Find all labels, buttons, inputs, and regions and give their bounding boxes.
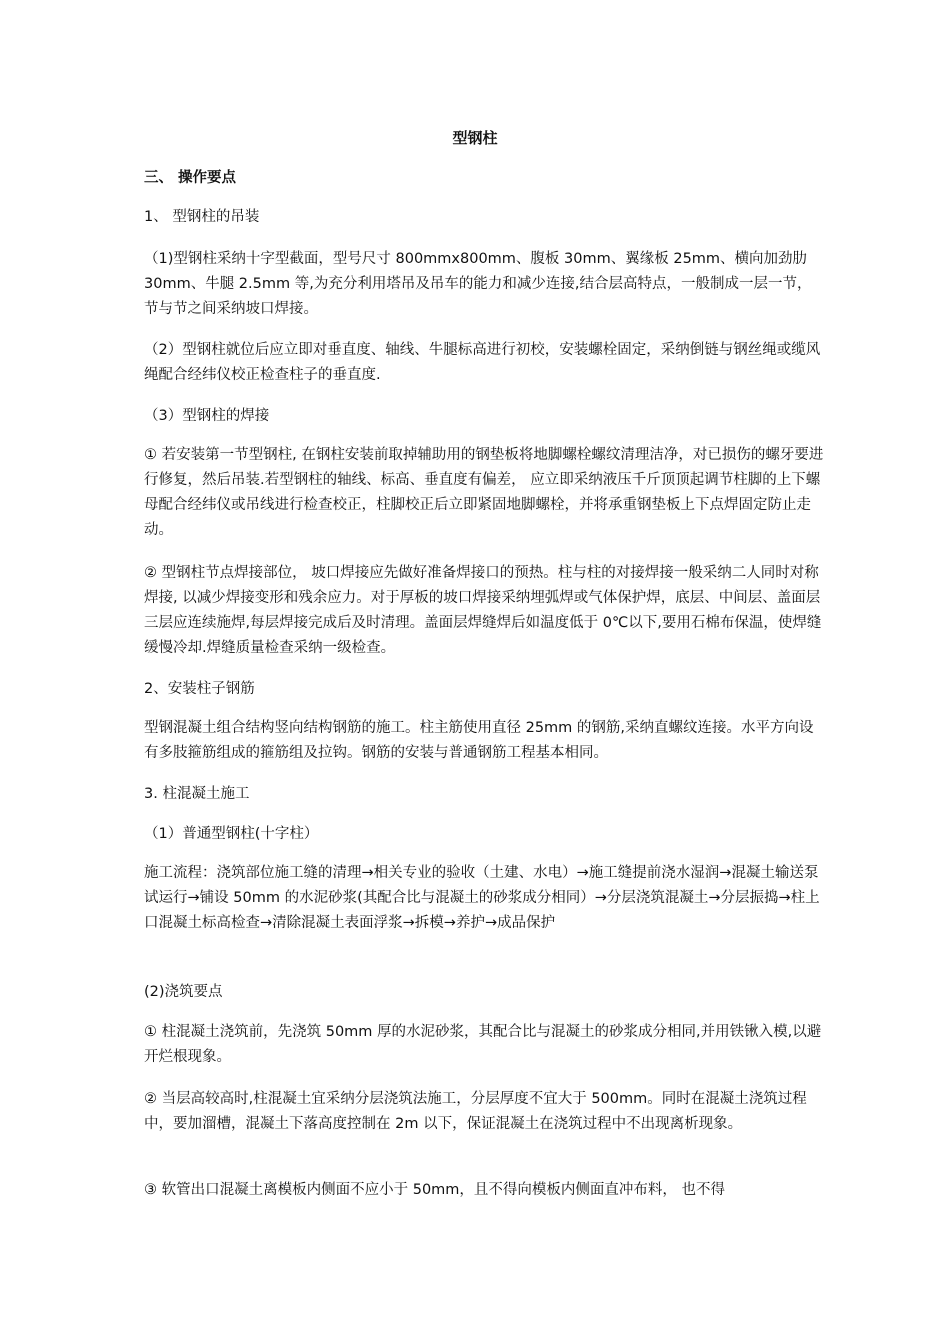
paragraph-11: 施工流程：浇筑部位施工缝的清理→相关专业的验收（土建、水电）→施工缝提前浇水湿润→混凝土输送泵试运行→铺设 50mm 的水泥砂浆(其配合比与混凝土的砂浆成分相同）→分层浇筑混凝土→分层振捣→柱上口混凝土标高检查→清除混凝土表面浮浆→拆模→养护→成品保护: [144, 865, 820, 931]
paragraph-7: 2、安装柱子钢筋: [144, 681, 255, 697]
paragraph-6: ② 型钢柱节点焊接部位， 坡口焊接应先做好准备焊接口的预热。柱与柱的对接焊接一般采纳二人同时对称焊接, 以减少焊接变形和残余应力。对于厚板的坡口焊接采纳埋弧焊或气体保护焊，底层、中间层、盖面层三层应连续施焊,每层焊接完成后及时清理。盖面层焊缝焊后如温度低于 0℃以下,要用石棉布保温，使焊缝缓慢冷却.焊缝质量检查采纳一级检查。: [144, 565, 822, 656]
paragraph-1: 1、 型钢柱的吊装: [144, 209, 260, 225]
paragraph-14: ② 当层高较高时,柱混凝土宜采纳分层浇筑法施工，分层厚度不宜大于 500mm。同时在混凝土浇筑过程中，要加溜槽，混凝土下落高度控制在 2m 以下，保证混凝土在浇筑过程中不出现离析现象。: [144, 1091, 807, 1132]
document-title: 型钢柱: [452, 129, 498, 147]
section-heading: 三、 操作要点: [144, 170, 237, 186]
paragraph-10: （1）普通型钢柱(十字柱）: [144, 826, 319, 842]
paragraph-12: (2)浇筑要点: [144, 984, 223, 1000]
paragraph-8: 型钢混凝土组合结构竖向结构钢筋的施工。柱主筋使用直径 25mm 的钢筋,采纳直螺纹连接。水平方向设有多肢箍筋组成的箍筋组及拉钩。钢筋的安装与普通钢筋工程基本相同。: [144, 720, 814, 761]
paragraph-13: ① 柱混凝土浇筑前，先浇筑 50mm 厚的水泥砂浆，其配合比与混凝土的砂浆成分相同,并用铁锹入模,以避开烂根现象。: [144, 1024, 822, 1065]
paragraph-3: （2）型钢柱就位后应立即对垂直度、轴线、牛腿标高进行初校，安装螺栓固定，采纳倒链与钢丝绳或缆风绳配合经纬仪校正检查柱子的垂直度.: [144, 342, 821, 383]
paragraph-4: （3）型钢柱的焊接: [144, 408, 270, 424]
paragraph-5: ① 若安装第一节型钢柱, 在钢柱安装前取掉辅助用的钢垫板将地脚螺栓螺纹清理洁净，对已损伤的螺牙要进行修复，然后吊装.若型钢柱的轴线、标高、垂直度有偏差， 应立即采纳液压千斤顶顶起调节柱脚的上下螺母配合经纬仪或吊线进行检查校正，柱脚校正后立即紧固地脚螺栓，并将承重钢垫板上下点焊固定防止走动。: [144, 447, 824, 538]
paragraph-9: 3. 柱混凝土施工: [144, 786, 250, 802]
paragraph-2: （1)型钢柱采纳十字型截面，型号尺寸 800mmx800mm、腹板 30mm、翼缘板 25mm、横向加劲肋 30mm、牛腿 2.5mm 等,为充分利用塔吊及吊车的能力和减少连接,结合层高特点，一般制成一层一节，节与节之间采纳坡口焊接。: [144, 251, 812, 317]
paragraph-15: ③ 软管出口混凝土离模板内侧面不应小于 50mm，且不得向模板内侧面直冲布料， 也不得: [144, 1182, 726, 1198]
